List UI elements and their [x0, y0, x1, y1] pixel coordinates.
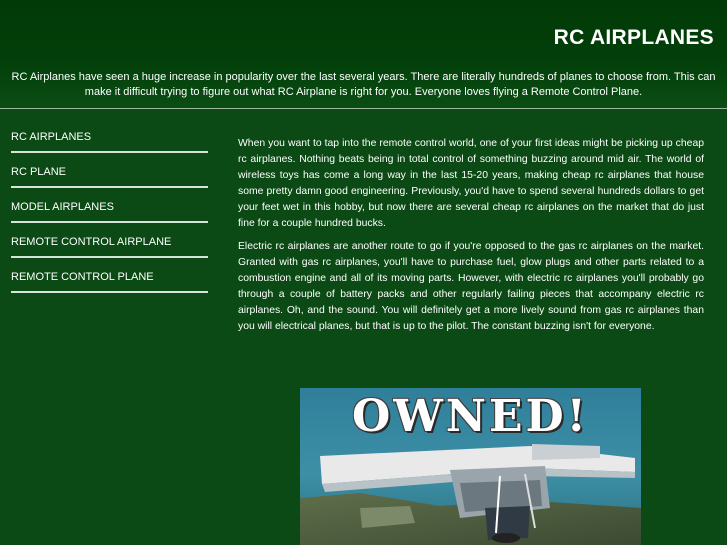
sidebar-item-remote-control-airplane[interactable]: REMOTE CONTROL AIRPLANE: [11, 229, 208, 258]
article-paragraph-1: When you want to tap into the remote control world, one of your first ideas might be picking up cheap rc airplanes. Nothing beats being in total control of something buzzing around mid air. The world of wireless toys has come a long way in the last 15-20 years, making cheap rc airplanes that house some pretty damn good engineering. Previously, you'd have to spend several hundreds dollars to get your feet wet in this hobby, but now there are several cheap rc airplanes on the market that do just fine for a couple hundred bucks.: [238, 138, 704, 229]
sidebar-nav: [11, 124, 208, 299]
intro-text: RC Airplanes have seen a huge increase in popularity over the last several years. There are literally hundreds of planes to choose from. This can make it difficult trying to figure out what RC Airplane is right for you. Everyone loves flying a Remote Control Plane.: [11, 71, 716, 98]
sidebar-item-model-airplanes[interactable]: MODEL AIRPLANES: [11, 194, 208, 223]
owned-airplane-photo: [300, 388, 641, 545]
page-header: [0, 0, 727, 109]
site-title: RC AIRPLANES: [553, 26, 714, 49]
sidebar-item-rc-plane[interactable]: RC PLANE: [11, 159, 208, 188]
sidebar-item-remote-control-plane[interactable]: REMOTE CONTROL PLANE: [11, 264, 208, 293]
photo-caption-owned: OWNED!: [352, 391, 589, 442]
sidebar-item-rc-airplanes[interactable]: RC AIRPLANES: [11, 124, 208, 153]
article-paragraph-2: Electric rc airplanes are another route to go if you're opposed to the gas rc airplanes on the market. Granted with gas rc airplanes, you'll have to purchase fuel, glow plugs and other parts related to a combustion engine and all of its moving parts. However, with electric rc airplanes you'll probably go through a couple of battery packs and other regularly failing pieces that accompany electric rc airplanes. Oh, and the sound. You will definitely get a more lively sound from gas rc airplanes than you will electrical planes, but that is up to the pilot. The constant buzzing isn't for everyone.: [238, 241, 704, 332]
main-content: [238, 136, 704, 342]
